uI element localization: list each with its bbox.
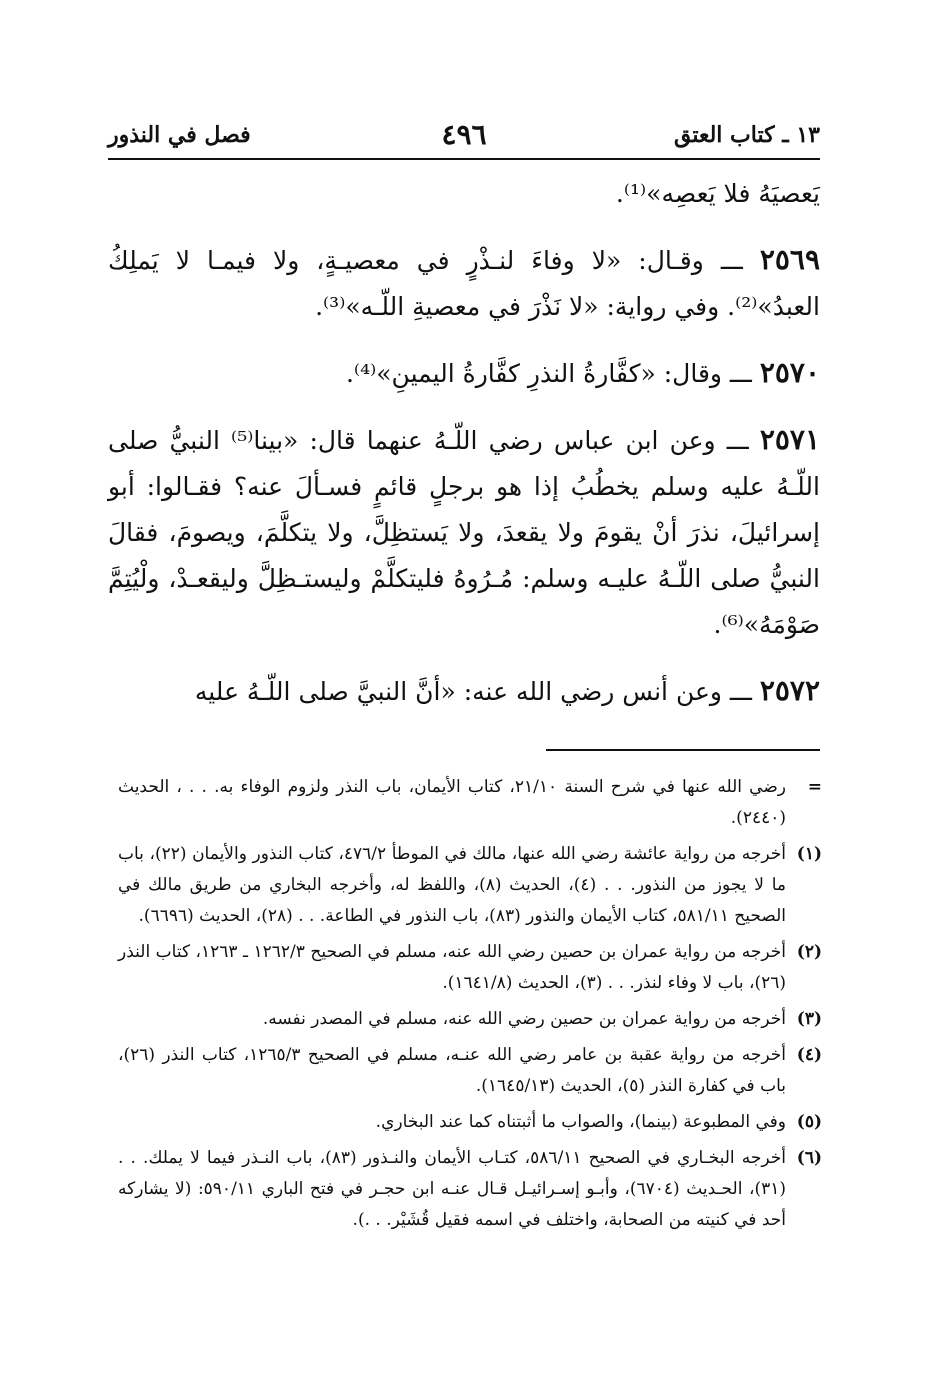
paragraph [108, 237, 820, 330]
footnote-marker: = [807, 777, 822, 797]
footnote [118, 839, 822, 932]
chapter-title: ١٣ ـ كتاب العتق [673, 122, 820, 148]
hadith-number: ٢٥٧٢ [759, 674, 820, 707]
footnote [118, 1107, 822, 1138]
footnote-marker: (٤) [796, 1045, 822, 1065]
footnote-divider [546, 749, 820, 751]
footnote [118, 1040, 822, 1102]
paragraph-text: ـــ وقال: «كفَّارةُ النذرِ كفَّارةُ اليمينِ»⁽⁴⁾. [345, 359, 752, 388]
hadith-number: ٢٥٧٠ [759, 356, 820, 389]
page-number: ٤٩٦ [441, 118, 487, 151]
footnote [118, 1004, 822, 1035]
footnote-marker: (١) [796, 844, 822, 864]
hadith-number: ٢٥٧١ [759, 423, 820, 456]
paragraph-text: يَعصيَهُ فلا يَعصِه»⁽¹⁾. [615, 179, 820, 208]
footnote-marker: (٦) [796, 1148, 822, 1168]
paragraph-text: ـــ وقـال: «لا وفاءَ لنـذْرٍ في معصيـةٍ، ولا فيمـا لا يَملِكُ العبدُ»⁽²⁾. وفي رواية: «لا نَذْرَ في معصيةِ اللّـه»⁽³⁾. [108, 246, 820, 321]
footnote-text: وفي المطبوعة (بينما)، والصواب ما أثبتناه كما عند البخاري. [375, 1112, 786, 1132]
footnotes [118, 772, 822, 1241]
paragraph [108, 170, 820, 217]
footnote-marker: (٢) [796, 942, 822, 962]
footnote-text: أخرجه البخـاري في الصحيح ٥٨٦/١١، كتـاب الأيمان والنـذور (٨٣)، باب النـذر فيما لا يملك. . . (٣١)، الحـديث (٦٧٠٤)، وأبـو إسـرائيـل قـال عنـه ابن حجـر في فتح الباري ٥٩٠/١١: (لا يشاركه أحد في كنيته من الصحابة، واختلف في اسمه فقيل قُشَيْر. . .). [118, 1148, 786, 1230]
footnote-marker: (٣) [796, 1009, 822, 1029]
footnote-marker: (٥) [796, 1112, 822, 1132]
paragraph [108, 350, 820, 397]
footnote [118, 1143, 822, 1236]
paragraph-text: ـــ وعن أنس رضي الله عنه: «أنَّ النبيَّ صلى اللّـهُ عليه [194, 677, 752, 706]
footnote-text: أخرجه من رواية عقبة بن عامر رضي الله عنـه، مسلم في الصحيح ١٢٦٥/٣، كتاب النذر (٢٦)، باب في كفارة النذر (٥)، الحديث (١٦٤٥/١٣). [118, 1045, 786, 1096]
footnote-text: أخرجه من رواية عمران بن حصين رضي الله عنه، مسلم في الصحيح ١٢٦٢/٣ ـ ١٢٦٣، كتاب النذر (٢٦)، باب لا وفاء لنذر. . . (٣)، الحديث (١٦٤١/٨). [118, 942, 786, 993]
footnote-text: رضي الله عنها في شرح السنة ٢١/١٠، كتاب الأيمان، باب النذر ولزوم الوفاء به. . . ، الحديث (٢٤٤٠). [118, 777, 786, 828]
footnote-text: أخرجه من رواية عائشة رضي الله عنها، مالك في الموطأ ٤٧٦/٢، كتاب النذور والأيمان (٢٢)، باب ما لا يجوز من النذور. . . (٤)، الحديث (٨)، واللفظ له، وأخرجه البخاري من طريق مالك في الصحيح ٥٨١/١١، كتاب الأيمان والنذور (٨٣)، باب النذور في الطاعة. . . (٢٨)، الحديث (٦٦٩٦). [118, 844, 786, 926]
section-title: فصل في النذور [108, 122, 251, 148]
footnote-text: أخرجه من رواية عمران بن حصين رضي الله عنه، مسلم في المصدر نفسه. [262, 1009, 786, 1029]
page-header [108, 118, 820, 160]
paragraph [108, 668, 820, 715]
main-text [108, 170, 820, 715]
footnote [118, 772, 822, 834]
footnote [118, 937, 822, 999]
paragraph [108, 417, 820, 648]
hadith-number: ٢٥٦٩ [759, 243, 820, 276]
paragraph-text: ـــ وعن ابن عباس رضي اللّـهُ عنهما قال: «بينا⁽⁵⁾ النبيُّ صلى اللّـهُ عليه وسلم يخطُبُ إذا هو برجلٍ قائمٍ فسـألَ عنه؟ فقـالوا: أبو إسرائيلَ، نذرَ أنْ يقومَ ولا يقعدَ، ولا يَستظِلَّ، ولا يتكلَّمَ، ويصومَ، فقالَ النبيُّ صلى اللّـهُ عليـه وسلم: مُـرُوهُ فليتكلَّمْ وليستـظِلَّ وليقعـدْ، ولْيُتِمَّ صَوْمَهُ»⁽⁶⁾. [108, 426, 820, 639]
